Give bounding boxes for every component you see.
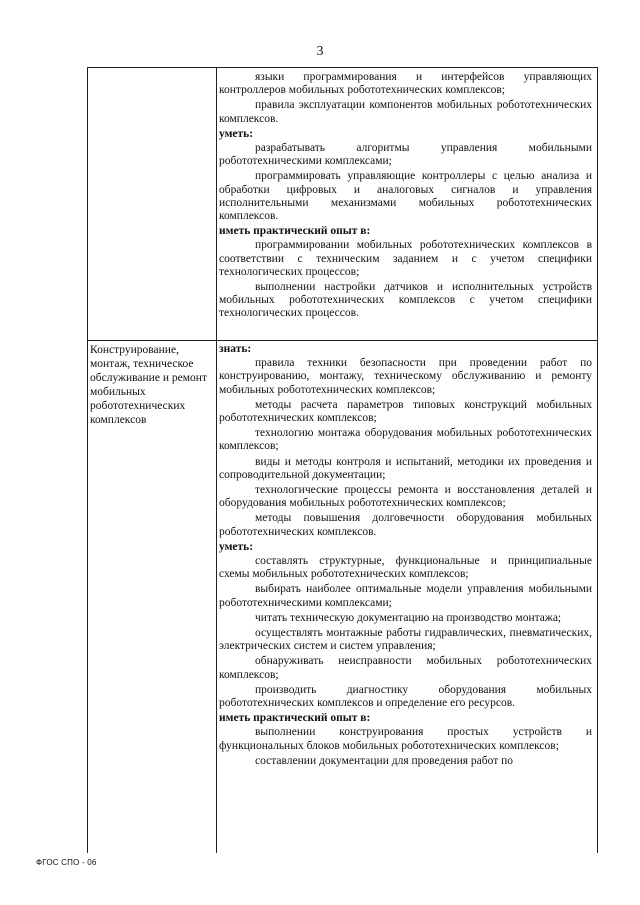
requirement-item: разрабатывать алгоритмы управления мобильными робототехническими комплексами; bbox=[219, 142, 592, 168]
requirement-item: правила эксплуатации компонентов мобильных робототехнических комплексов. bbox=[219, 99, 592, 125]
requirement-item: технологию монтажа оборудования мобильных робототехнических комплексов; bbox=[219, 427, 592, 453]
row-divider bbox=[88, 340, 597, 341]
requirement-item: программировании мобильных робототехнических комплексов в соответствии с техническим заданием и с учетом специфики технологических процессов; bbox=[219, 239, 592, 278]
requirement-item: читать техническую документацию на производство монтажа; bbox=[255, 611, 562, 624]
requirement-item: методы повышения долговечности оборудования мобильных робототехнических комплексов. bbox=[219, 512, 592, 538]
column-divider bbox=[216, 68, 217, 853]
requirement-item: обнаруживать неисправности мобильных робототехнических комплексов; bbox=[219, 655, 592, 681]
requirement-item: языки программирования и интерфейсов управляющих контроллеров мобильных робототехнических комплексов; bbox=[219, 71, 592, 97]
requirement-item: выполнении настройки датчиков и исполнительных устройств мобильных робототехнических комплексов с учетом специфики технологических процессов. bbox=[219, 281, 592, 320]
section-heading: уметь: bbox=[219, 127, 254, 140]
requirement-item: виды и методы контроля и испытаний, методики их проведения и сопроводительной документации; bbox=[219, 455, 592, 481]
requirement-item: осуществлять монтажные работы гидравлических, пневматических, электрических систем и систем управления; bbox=[219, 627, 592, 653]
requirement-item: выполнении конструирования простых устройств и функциональных блоков мобильных робототехнических комплексов; bbox=[219, 726, 592, 752]
footer-code: ФГОС СПО - 06 bbox=[36, 858, 97, 867]
requirement-item: производить диагностику оборудования мобильных робототехнических комплексов и определение его ресурсов. bbox=[219, 683, 592, 710]
requirement-item: составлять структурные, функциональные и принципиальные схемы мобильных робототехнических комплексов; bbox=[219, 555, 592, 581]
section-heading: уметь: bbox=[219, 540, 254, 553]
requirement-item: выбирать наиболее оптимальные модели управления мобильными робототехническими комплексами; bbox=[219, 583, 592, 609]
requirement-item: методы расчета параметров типовых конструкций мобильных робототехнических комплексов; bbox=[219, 398, 592, 425]
requirement-item: правила техники безопасности при проведении работ по конструированию, монтажу, техническому обслуживанию и ремонту мобильных робототехнических комплексов; bbox=[219, 357, 592, 396]
top-requirements-cell bbox=[219, 71, 592, 323]
section-heading: иметь практический опыт в: bbox=[219, 225, 371, 238]
requirement-item: технологические процессы ремонта и восстановления деталей и оборудования мобильных робототехнических комплексов; bbox=[219, 484, 592, 510]
requirement-item: составлении документации для проведения работ по bbox=[255, 754, 514, 767]
page-number: 3 bbox=[316, 44, 324, 59]
section-heading: иметь практический опыт в: bbox=[219, 712, 371, 725]
bottom-requirements-cell bbox=[219, 343, 592, 770]
competency-table bbox=[87, 67, 598, 853]
section-heading: знать: bbox=[219, 343, 252, 355]
requirement-item: программировать управляющие контроллеры с целью анализа и обработки цифровых и аналоговых сигналов и управления исполнительными механизмами мобильных робототехнических комплексов. bbox=[219, 170, 592, 223]
activity-cell: Конструирование, монтаж, техническое обслуживание и ремонт мобильных робототехнических комплексов bbox=[90, 344, 207, 426]
